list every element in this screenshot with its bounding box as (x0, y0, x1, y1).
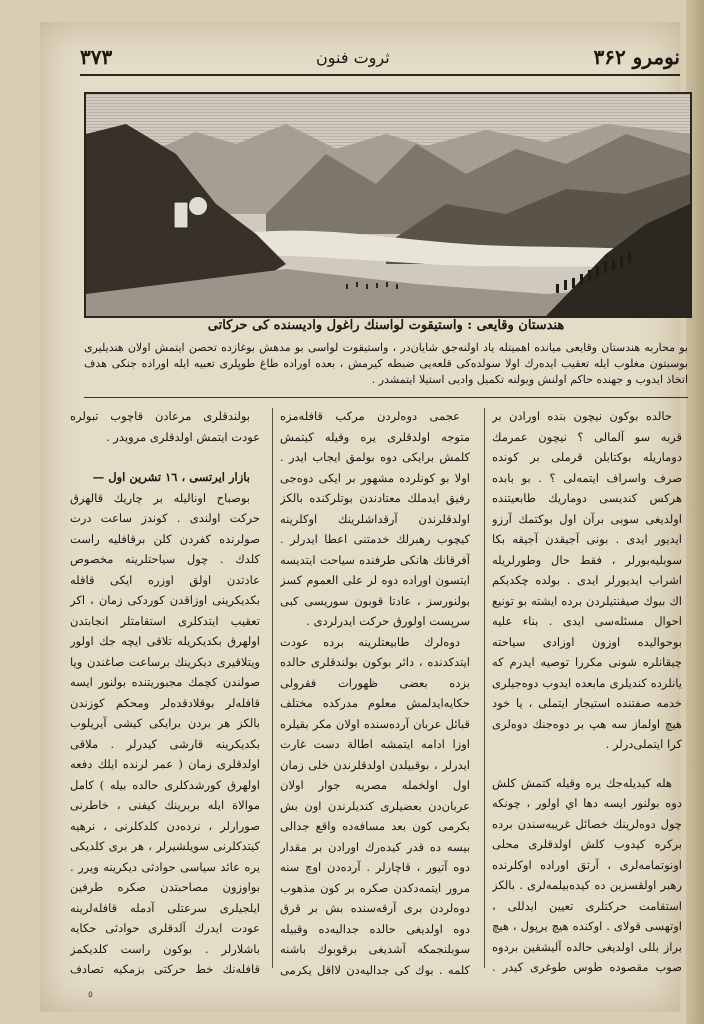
engraving-illustration (84, 92, 692, 318)
paragraph: دوه‌لرك طابيعتلرينه برده عودت ايتدكدنده ، دائر بوكون بولندقلری حالده بزده بعضی ظهورات فقرولی حكايه‌ايدلمش معلوم مدركده مختلف قبائل عربان آرده‌سنده اولان مكر بقيلره اوزا ادامه ايتمشه اطالة دست غارت ايدرلر ، بوقبيلدن اولدقلرندن خلی زمان اول اولخمله مصريه جوار اولان عربان‌دن بعضيلری كنديلرندن اون بش بكرمی كون بعد مسافه‌ده واقع جدالی بيسه ده قدر كيده‌رك اورادن بر مقدار دوه آتيور ، قاچارلر . آرده‌دن اوچ سنه مرور ايتمه‌دكدن صكره بر كون مذهوب دوه‌لردن بری آرقه‌سنده بش بر قرق دوه اولديغی حالده جداليه‌ده وقبيله سوبلنجمكه آشديغی برقوبوك باشنه كلمه . بوك كی جداليه‌دن لااقل يكرمی (280, 634, 470, 976)
column-divider (484, 408, 485, 968)
section-divider (84, 397, 688, 398)
page-header (80, 40, 680, 76)
paragraph: بولندقلری مرعادن قاچوب تبولره عودت ايتمش اولدقلری مرويدر . (70, 409, 260, 444)
illustration-description: بو محاربه هندستان وقايعی ميانده اهميتله ياد اولنه‌جق شايان‌در ، واستيقوت لواسی بو مدهش بوغازده تحصن ايتمش اولان هنديليری بوسبتون مغلوب ايله تعقيب ايده‌رك اولا سولده‌كی قلعه‌يی ضبطه كيرمش ، بعده اوراده طاغ طوپلری تعبيه ايله اوراده جنكی هدف اتخاذ ايدوب و جهنده حاكم اولنش ويولنه تكميل واديی استيلا ايتمشدر . (84, 341, 688, 386)
column-middle (280, 406, 470, 976)
page-mark: ٥ (88, 990, 93, 1000)
column-right (492, 406, 682, 976)
mountain-valley-engraving (86, 94, 690, 316)
page-number: ۳۷۳ (80, 45, 113, 69)
column-divider (272, 408, 273, 968)
dateline: بازار ايرتسی ، ١٦ تشرين اول — (92, 470, 250, 484)
column-left (70, 406, 260, 976)
issue-number: نومرو ۳۶۲ (593, 45, 680, 69)
paragraph: هله كيديله‌جك يره وقيله كتمش كلش دوه بولنور ايسه دها اي اولور ، چونكه چول دوه‌لرينك خصائل غريبه‌سندن برده بركره كيدوب كلش اولدقلری محلی اونوتمامه‌لری ، آرتق اوراده اوكلرنده رهبر اولقسزين ده كيده‌بيلمه‌لری . بالكز استقامت حركتلری تعيين ايدللی ، اوتهسی قولای . اوكنده هيچ يرپول ، هيچ براز بللی اولديغی حالده آليشقين بردوه صوب مقصوده طوس طوغری كيدر . (492, 775, 682, 974)
hill-fort (174, 202, 188, 228)
paragraph: بوصباح اوناليله بر چاريك قالهرق حركت اولندی . كوندز ساعت درت صولرنده كفردن كلن برقافليه راست كلدك . چول سياحتلرينه مخصوص عادتدن اولق اوزره ايكی قافله بكديكرينی اوزاقدن كوردكی زمان ، اكر تعقيب ايتدكلری استقامتلر انجابتدن اولهرق بكديكريله تلاقی ايچه جك اولور ويتلاقيری ديكرينك برساعت صاغندن ويا صولندن كچمك مجبوريتنده بولنور ايسه قافله‌لر بوقلادقده‌لر ومحكم كوزندن بالكز هر بردن برايكی كيشی آيريلوب بكديكرينه قارشی كيدرلر . ملاقی اولدقلری زمان ( عمر لرنده ايلك دفعه اولهرق كورشدكلری حالده بيله ) كامل موالاة ايله بربرينك كيفنی ، خاطرنی صورارلر ، نرده‌دن كلدكلرنی ، نرهيه كيتدكلرنی سويلشيرلر ، هر بری كلديكی يره عائد سياسی حوادثی ديكرينه ويرر . بواوزون مصاحبتدن صكره طرفين ايلجيلری سرعتلی آدمله قافله‌لرينه عودت ايدرك آلدقلری حوادثی حكايه باشلارلر . بوكون راست كلديكمز قافله‌نك خط حركتی بزمكيه تصادف (70, 490, 260, 976)
gun-smoke (189, 197, 207, 215)
paragraph: حالده بوكون نيچون بنده اورادن بر قربه سو آلمالی ؟ نيچون عمرمك دوماريله بوكتابلن قرملی بر كونده صرف واسراف ايتمه‌لی ؟ . بو بابده هركس كنديسی دوماريك طابعيتنده اولديغی سوبی برآن اول بوكتمك آرزو ايديور ايدی . بونی آجيقدن آجيقه بكا سوبليه‌بورلر ، فقط حال وطورلريله اشراب ايديورلر ايدی . بولده چكديكم اك بيوك صيقنتيلردن برده ايشته بو تونيع احوال مسئله‌سی ايدی . بناء عليه بوحواليده اوزون اوزادی سياحته چيقانلره شونی مكررا توصيه ايدرم كه يانلرده كنديلری مابعده ايدوب دوه‌جيلری خدمه صفتنده استيجار ايتملی ، يا خود هيچ اولماز سه هپ بر دوه‌جنك دوه‌لری كرا ايتملی‌درلر . (492, 409, 682, 751)
illustration-caption: هندستان وقايعی : واستيقوت لواسنك راغول واديسنده كی حركاتی (207, 318, 565, 333)
paragraph: عجمی دوه‌لردن مركب قافله‌مزه متوجه اولدقلری يره وقيله كيتمش كلمش برايكی دوه‌ بولمق ايجاب ايدر . اولا بو كونلرده مشهور بر ايكی دوه‌جی رفيق ايدملك معتادندن بوتلركنده بالكز اولدقلرندن آرقداشلرينك اوكلرينه كيچوب رهبرلك خدمتنی اعطا ايدرلر . آفرقانك هانكی طرفنده سياحت ايتديسه ايتسون اوراده دوه لر علی العموم كسز بولنورسز ، عادتا قوبون سوريسی كبی سرپست اولورق حركت ايدرلردی . (280, 409, 470, 628)
magazine-title: ثروت فنون (316, 47, 390, 67)
